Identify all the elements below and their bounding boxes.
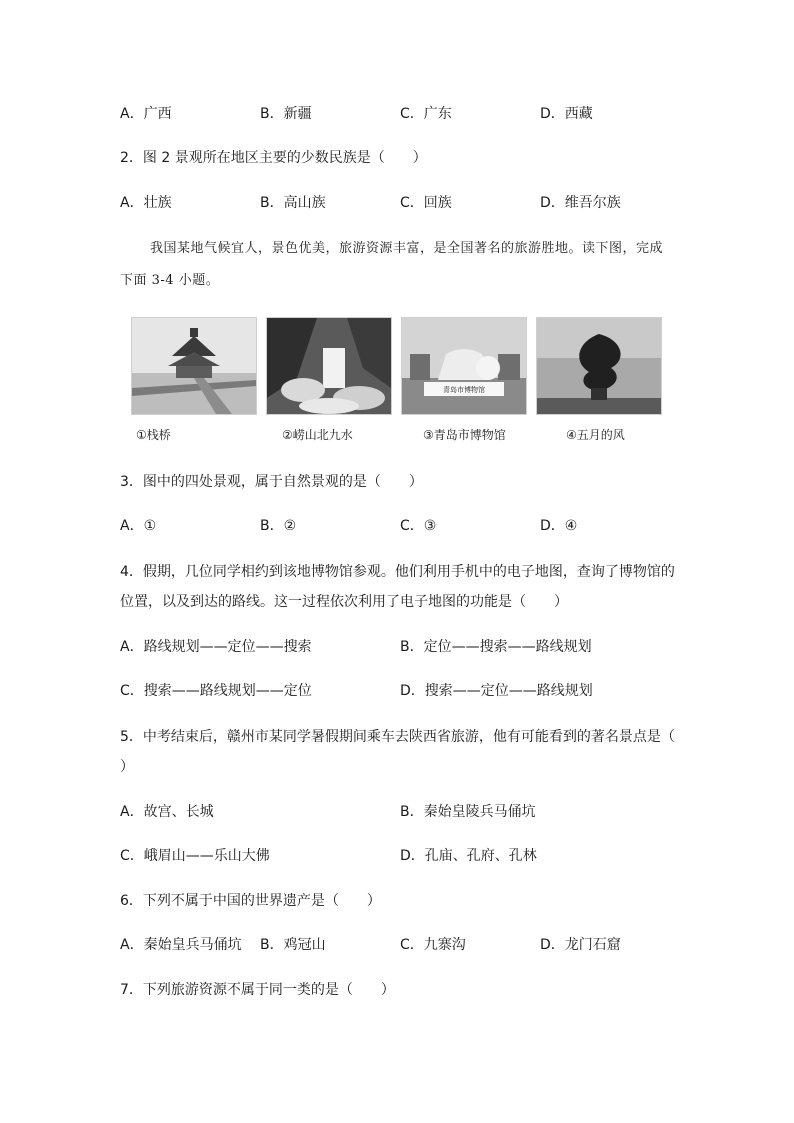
museum-sign-text: 青岛市博物馆 — [443, 386, 485, 394]
q3-option-d: D．④ — [540, 518, 578, 534]
q5-stem-line-1: 5．中考结束后，赣州市某同学暑假期间乘车去陕西省旅游，他有可能看到的著名景点是（ — [120, 729, 675, 745]
q2-option-b: B．高山族 — [260, 195, 326, 211]
q3-option-a: A．① — [120, 518, 157, 534]
q4-option-b: B．定位——搜索——路线规划 — [400, 639, 592, 655]
q2-option-d: D．维吾尔族 — [540, 195, 621, 211]
sculpture-photo — [536, 317, 662, 415]
q3-stem: 3．图中的四处景观，属于自然景观的是（ ） — [120, 474, 423, 490]
q6-option-d: D．龙门石窟 — [540, 937, 621, 953]
q2-stem: 2．图 2 景观所在地区主要的少数民族是（ ） — [120, 150, 427, 166]
q1-option-c: C．广东 — [400, 106, 452, 122]
q5-option-b: B．秦始皇陵兵马俑坑 — [400, 804, 536, 820]
q4-option-c: C．搜索——路线规划——定位 — [120, 683, 312, 699]
q6-option-b: B．鸡冠山 — [260, 937, 326, 953]
q6-option-c: C．九寨沟 — [400, 937, 466, 953]
photo-caption-1: ①栈桥 — [136, 428, 171, 442]
q2-option-c: C．回族 — [400, 195, 452, 211]
q6-stem: 6．下列不属于中国的世界遗产是（ ） — [120, 893, 381, 909]
photo-caption-2: ②崂山北九水 — [282, 428, 353, 442]
q2-option-a: A．壮族 — [120, 195, 172, 211]
q7-stem: 7．下列旅游资源不属于同一类的是（ ） — [120, 982, 395, 998]
q5-stem-line-2: ） — [120, 759, 134, 775]
q4-option-d: D．搜索——定位——路线规划 — [400, 683, 593, 699]
intro-line-2: 下面 3-4 小题。 — [120, 273, 220, 288]
pier-pavilion-photo — [131, 317, 257, 415]
q3-option-c: C．③ — [400, 518, 437, 534]
q4-stem-line-2: 位置，以及到达的路线。这一过程依次利用了电子地图的功能是（ ） — [120, 594, 568, 610]
q4-stem-line-1: 4．假期，几位同学相约到该地博物馆参观。他们利用手机中的电子地图，查询了博物馆的 — [120, 564, 675, 580]
q4-option-a: A．路线规划——定位——搜索 — [120, 639, 312, 655]
intro-line-1: 我国某地气候宜人，景色优美，旅游资源丰富，是全国著名的旅游胜地。读下图，完成 — [150, 241, 664, 256]
q5-option-d: D．孔庙、孔府、孔林 — [400, 848, 537, 864]
waterfall-photo — [266, 317, 392, 415]
q5-option-c: C．峨眉山——乐山大佛 — [120, 848, 270, 864]
q5-option-a: A．故宫、长城 — [120, 804, 214, 820]
q3-option-b: B．② — [260, 518, 297, 534]
photo-caption-3: ③青岛市博物馆 — [423, 428, 506, 442]
q1-option-d: D．西藏 — [540, 106, 593, 122]
q6-option-a: A．秦始皇兵马俑坑 — [120, 937, 242, 953]
photo-caption-4: ④五月的风 — [566, 428, 625, 442]
q1-option-a: A．广西 — [120, 106, 172, 122]
museum-photo — [401, 317, 527, 415]
q1-option-b: B．新疆 — [260, 106, 312, 122]
